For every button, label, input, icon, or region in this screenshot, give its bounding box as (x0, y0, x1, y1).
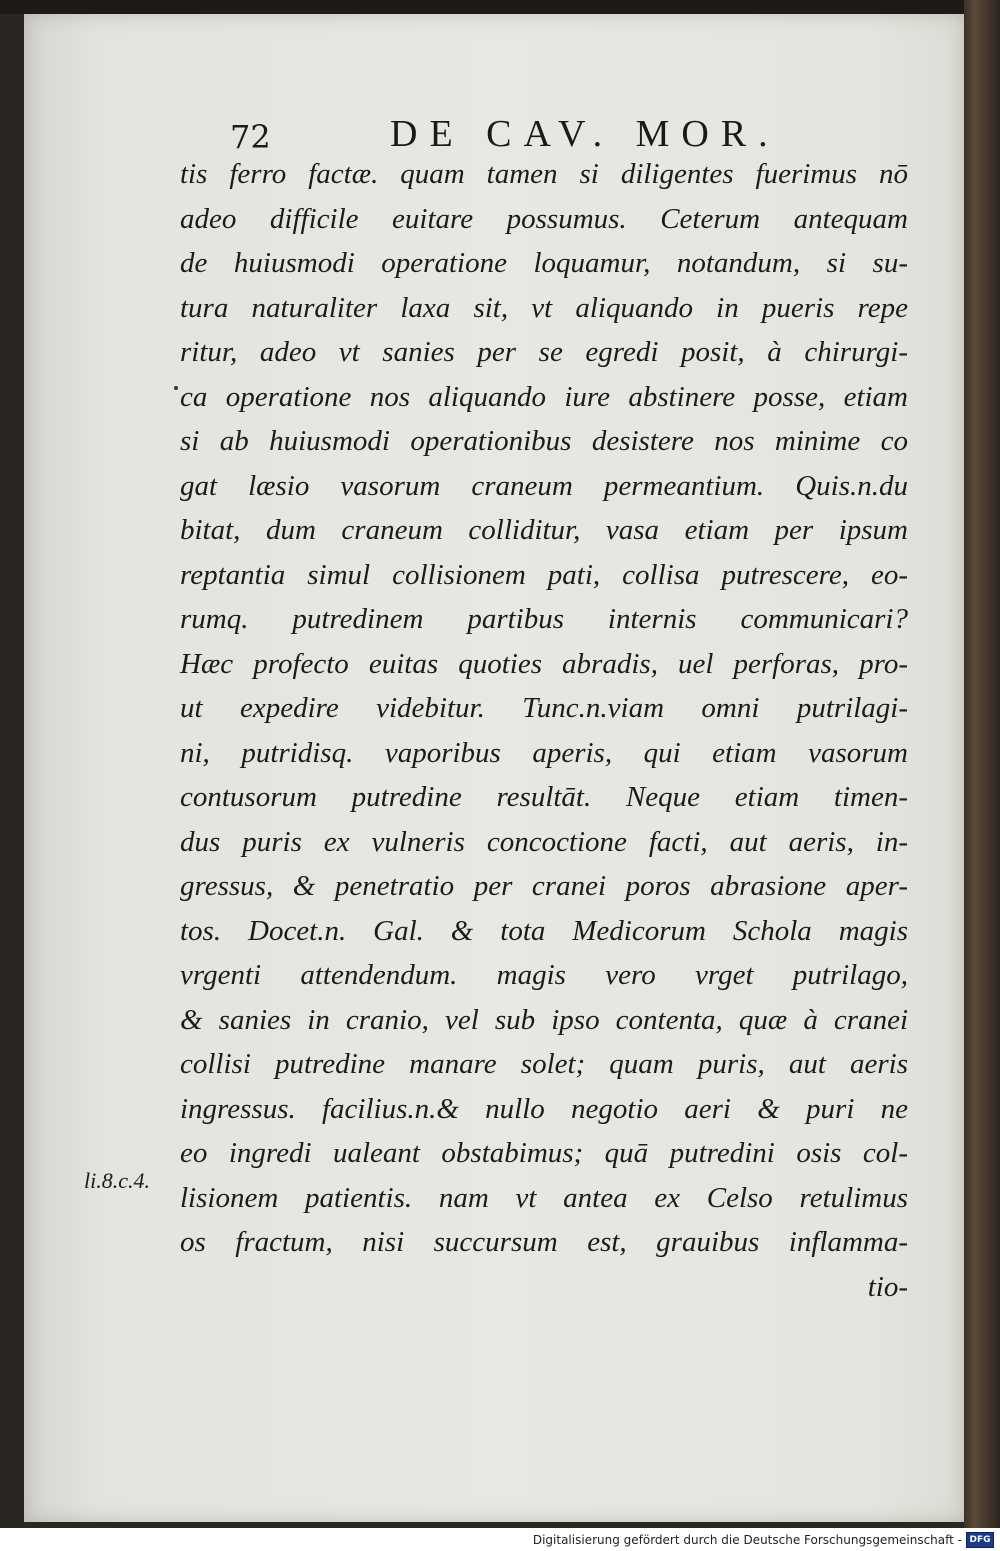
text-line: rumq. putredinem partibus internis communicari? (180, 603, 908, 635)
text-line: collisi putredine manare solet; quam puris, aut aeris (180, 1048, 908, 1080)
text-line: os fractum, nisi succursum est, grauibus inflamma- (180, 1226, 908, 1258)
page-number: 72 (230, 118, 271, 156)
text-line: Hæc profecto euitas quoties abradis, uel perforas, pro- (180, 647, 908, 680)
book-fore-edge (964, 0, 1000, 1528)
text-line: tio- (867, 1270, 908, 1303)
text-line: bitat, dum craneum colliditur, vasa etiam per ipsum (180, 514, 908, 546)
text-line: ritur, adeo vt sanies per se egredi posit, à chirurgi- (180, 336, 908, 368)
body-text (180, 152, 908, 1309)
text-line: gat læsio vasorum craneum permeantium. Quis.n.du (180, 469, 908, 502)
text-line: vrgenti attendendum. magis vero vrget putrilago, (180, 959, 908, 991)
running-head: DE CAV. MOR. (390, 113, 780, 155)
text-line: de huiusmodi operatione loquamur, notandum, si su- (180, 247, 908, 279)
text-line: ca operatione nos aliquando iure abstinere posse, etiam (180, 380, 908, 413)
text-line: tis ferro factæ. quam tamen si diligentes fuerimus nō (180, 158, 908, 190)
text-line: ni, putridisq. vaporibus aperis, qui etiam vasorum (180, 736, 908, 769)
text-line: tura naturaliter laxa sit, vt aliquando in pueris repe (180, 291, 908, 324)
text-line: reptantia simul collisionem pati, collisa putrescere, eo- (180, 558, 908, 591)
text-line: contusorum putredine resultāt. Neque etiam timen- (180, 781, 908, 813)
marginal-note: li.8.c.4. (84, 1168, 150, 1193)
text-line: gressus, & penetratio per cranei poros abrasione aper- (180, 870, 908, 902)
margin-mark (174, 386, 178, 390)
text-line: & sanies in cranio, vel sub ipso contenta, quæ à cranei (180, 1003, 908, 1036)
book-top-edge (0, 0, 1000, 14)
text-line: adeo difficile euitare possumus. Ceterum antequam (180, 202, 908, 235)
text-line: dus puris ex vulneris concoctione facti, aut aeris, in- (180, 825, 908, 858)
footer-credit: Digitalisierung gefördert durch die Deutsche Forschungsgemeinschaft - (532, 1532, 962, 1547)
text-line: eo ingredi ualeant obstabimus; quā putredini osis col- (180, 1137, 908, 1169)
text-line: si ab huiusmodi operationibus desistere nos minime co (180, 425, 908, 457)
text-line: ut expedire videbitur. Tunc.n.viam omni putrilagi- (180, 692, 908, 724)
text-line: ingressus. facilius.n.& nullo negotio aeri & puri ne (180, 1092, 908, 1125)
dfg-logo-icon[interactable]: DFG (966, 1532, 994, 1548)
text-line: tos. Docet.n. Gal. & tota Medicorum Schola magis (180, 914, 908, 947)
text-line: lisionem patientis. nam vt antea ex Celso retulimus (180, 1181, 908, 1214)
digitization-footer (0, 1528, 1000, 1551)
